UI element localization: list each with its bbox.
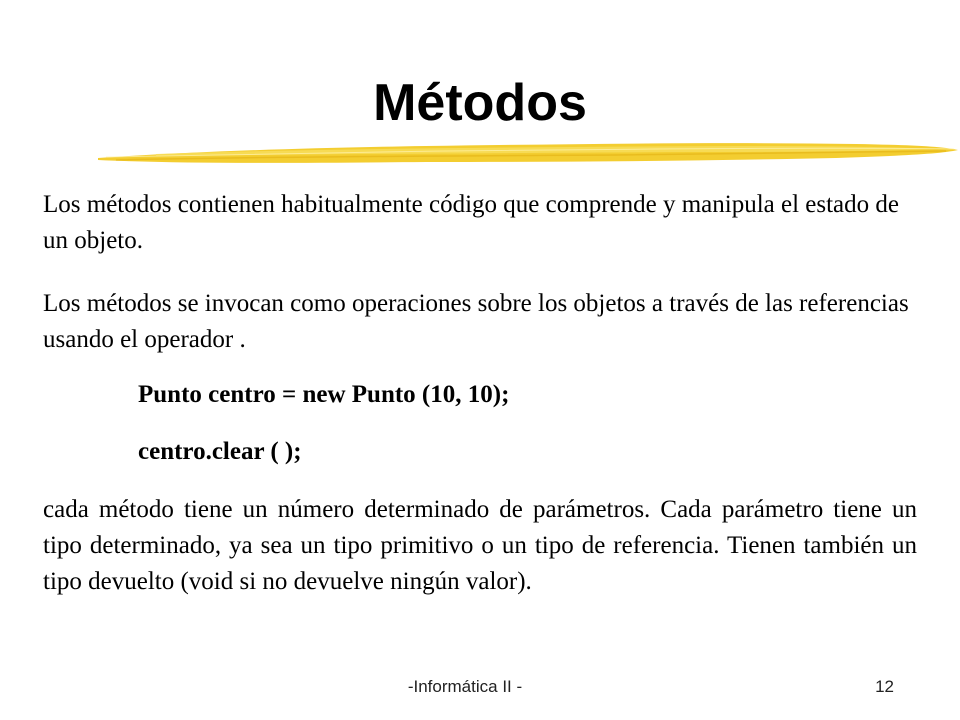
code-line-method-call: centro.clear ( ); [138,438,302,465]
paragraph-methods-invocation: Los métodos se invocan como operaciones sobre los objetos a través de las referencias usando el operador . [43,290,909,353]
paragraph-method-parameters: cada método tiene un número determinado de parámetros. Cada parámetro tiene un tipo determinado, ya sea un tipo primitivo o un tipo de referencia. Tienen también un tipo devuelto (void si no devuelve ningún valor). [43,496,917,595]
footer-course-name: -Informática II - [407,677,523,696]
yellow-brush-stroke [96,136,960,178]
paragraph-methods-definition: Los métodos contienen habitualmente código que comprende y manipula el estado de un objeto. [43,191,899,254]
slide-title: Métodos [373,74,587,132]
code-line-constructor: Punto centro = new Punto (10, 10); [138,381,510,408]
footer-page-number: 12 [875,677,894,696]
